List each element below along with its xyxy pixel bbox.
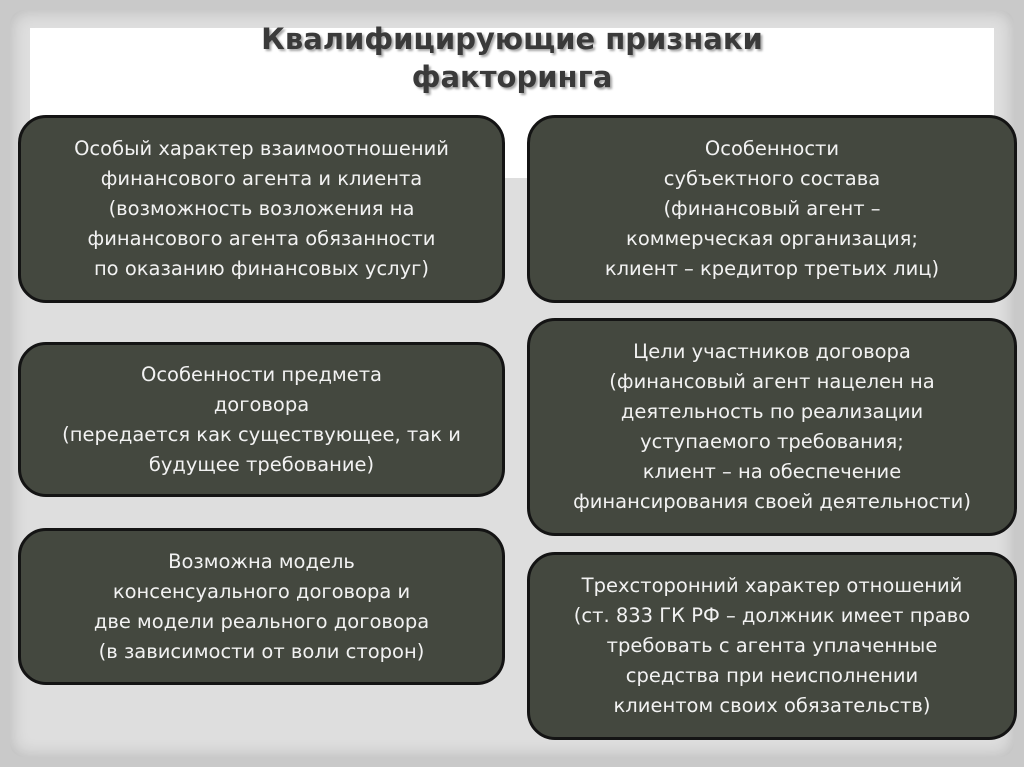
feature-box-goals <box>527 318 1017 536</box>
feature-box-text: Цели участников договора (финансовый агент нацелен на деятельность по реализации уступаемого требования; клиент – на обеспечение финансирования своей деятельности) <box>573 340 971 513</box>
feature-box-text: Возможна модель консенсуального договора и две модели реального договора (в зависимости от воли сторон) <box>93 549 430 663</box>
feature-box-relationship <box>18 115 505 303</box>
slide-title: Квалифицирующие признаки факторинга <box>261 22 763 94</box>
feature-box-text: Особенности субъектного состава (финансовый агент – коммерческая организация; клиент – кредитор третьих лиц) <box>604 137 940 280</box>
feature-box-tripartite <box>527 552 1017 740</box>
feature-box-text: Трехсторонний характер отношений (ст. 833 ГК РФ – должник имеет право требовать с агента уплаченные средства при неисполнении клиентом своих обязательств) <box>573 574 971 717</box>
feature-box-subject-matter <box>18 342 505 497</box>
feature-box-text: Особенности предмета договора (передается как существующее, так и будущее требование) <box>62 362 461 476</box>
feature-box-contract-model <box>18 528 505 685</box>
feature-box-text: Особый характер взаимоотношений финансового агента и клиента (возможность возложения на финансового агента обязанности по оказанию финансовых услуг) <box>74 137 449 280</box>
feature-box-subjects <box>527 115 1017 303</box>
